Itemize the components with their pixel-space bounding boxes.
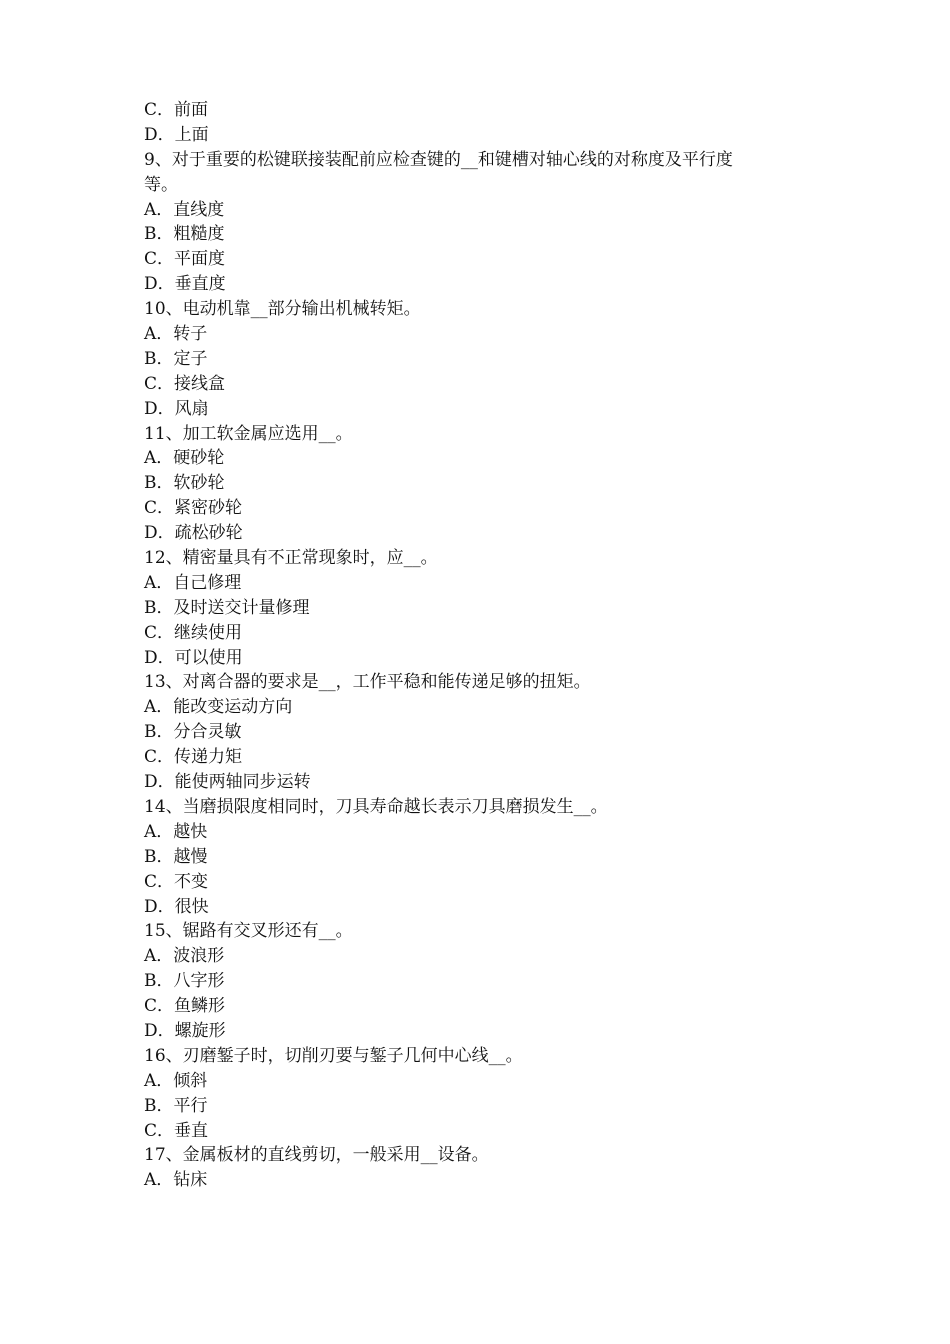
question-13: 13、对离合器的要求是__，工作平稳和能传递足够的扭矩。 bbox=[144, 672, 591, 693]
option-b: B．越慢 bbox=[144, 846, 208, 867]
option-a: A．波浪形 bbox=[144, 946, 225, 967]
option-c: C．传递力矩 bbox=[144, 747, 243, 768]
option-b: B．软砂轮 bbox=[144, 473, 225, 494]
question-14: 14、当磨损限度相同时，刀具寿命越长表示刀具磨损发生__。 bbox=[144, 796, 608, 817]
option-a: A．转子 bbox=[144, 324, 208, 345]
question-9: 9、对于重要的松键联接装配前应检查键的__和键槽对轴心线的对称度及平行度 bbox=[144, 149, 733, 170]
option-b: B．分合灵敏 bbox=[144, 722, 242, 743]
question-15: 15、锯路有交叉形还有__。 bbox=[144, 921, 353, 942]
option-c: C．紧密砂轮 bbox=[144, 498, 243, 519]
option-d: D．风扇 bbox=[144, 398, 209, 419]
question-10: 10、电动机靠__部分输出机械转矩。 bbox=[144, 299, 421, 320]
option-d: D．疏松砂轮 bbox=[144, 523, 243, 544]
option-d: D．可以使用 bbox=[144, 647, 243, 668]
option-a: A．越快 bbox=[144, 821, 208, 842]
option-c: C．不变 bbox=[144, 871, 209, 892]
option-a: A．自己修理 bbox=[144, 572, 242, 593]
option-c: C．垂直 bbox=[144, 1120, 209, 1141]
option-d: D．垂直度 bbox=[144, 274, 226, 295]
option-a: A．能改变运动方向 bbox=[144, 697, 293, 718]
option-c: C．平面度 bbox=[144, 249, 226, 270]
option-a: A．倾斜 bbox=[144, 1070, 208, 1091]
question-12: 12、精密量具有不正常现象时，应__。 bbox=[144, 548, 438, 569]
option-c: C．继续使用 bbox=[144, 622, 243, 643]
option-b: B．八字形 bbox=[144, 971, 225, 992]
option-c: C．接线盒 bbox=[144, 373, 226, 394]
document-body bbox=[144, 98, 824, 1193]
question-11: 11、加工软金属应选用__。 bbox=[144, 423, 353, 444]
question-17: 17、金属板材的直线剪切，一般采用__设备。 bbox=[144, 1145, 489, 1166]
option-d: D．很快 bbox=[144, 896, 209, 917]
option-b: B．粗糙度 bbox=[144, 224, 225, 245]
option-d: D．螺旋形 bbox=[144, 1020, 226, 1041]
option-a: A．钻床 bbox=[144, 1170, 208, 1191]
option-b: B．及时送交计量修理 bbox=[144, 597, 310, 618]
option-c: C．前面 bbox=[144, 100, 209, 120]
option-b: B．定子 bbox=[144, 348, 208, 369]
option-b: B．平行 bbox=[144, 1095, 208, 1116]
option-d: D．上面 bbox=[144, 124, 209, 145]
option-a: A．硬砂轮 bbox=[144, 448, 225, 469]
question-9-continued: 等。 bbox=[144, 174, 178, 195]
option-c: C．鱼鳞形 bbox=[144, 996, 226, 1017]
option-a: A．直线度 bbox=[144, 199, 225, 220]
question-16: 16、刃磨錾子时，切削刃要与錾子几何中心线__。 bbox=[144, 1045, 523, 1066]
option-d: D．能使两轴同步运转 bbox=[144, 772, 311, 793]
